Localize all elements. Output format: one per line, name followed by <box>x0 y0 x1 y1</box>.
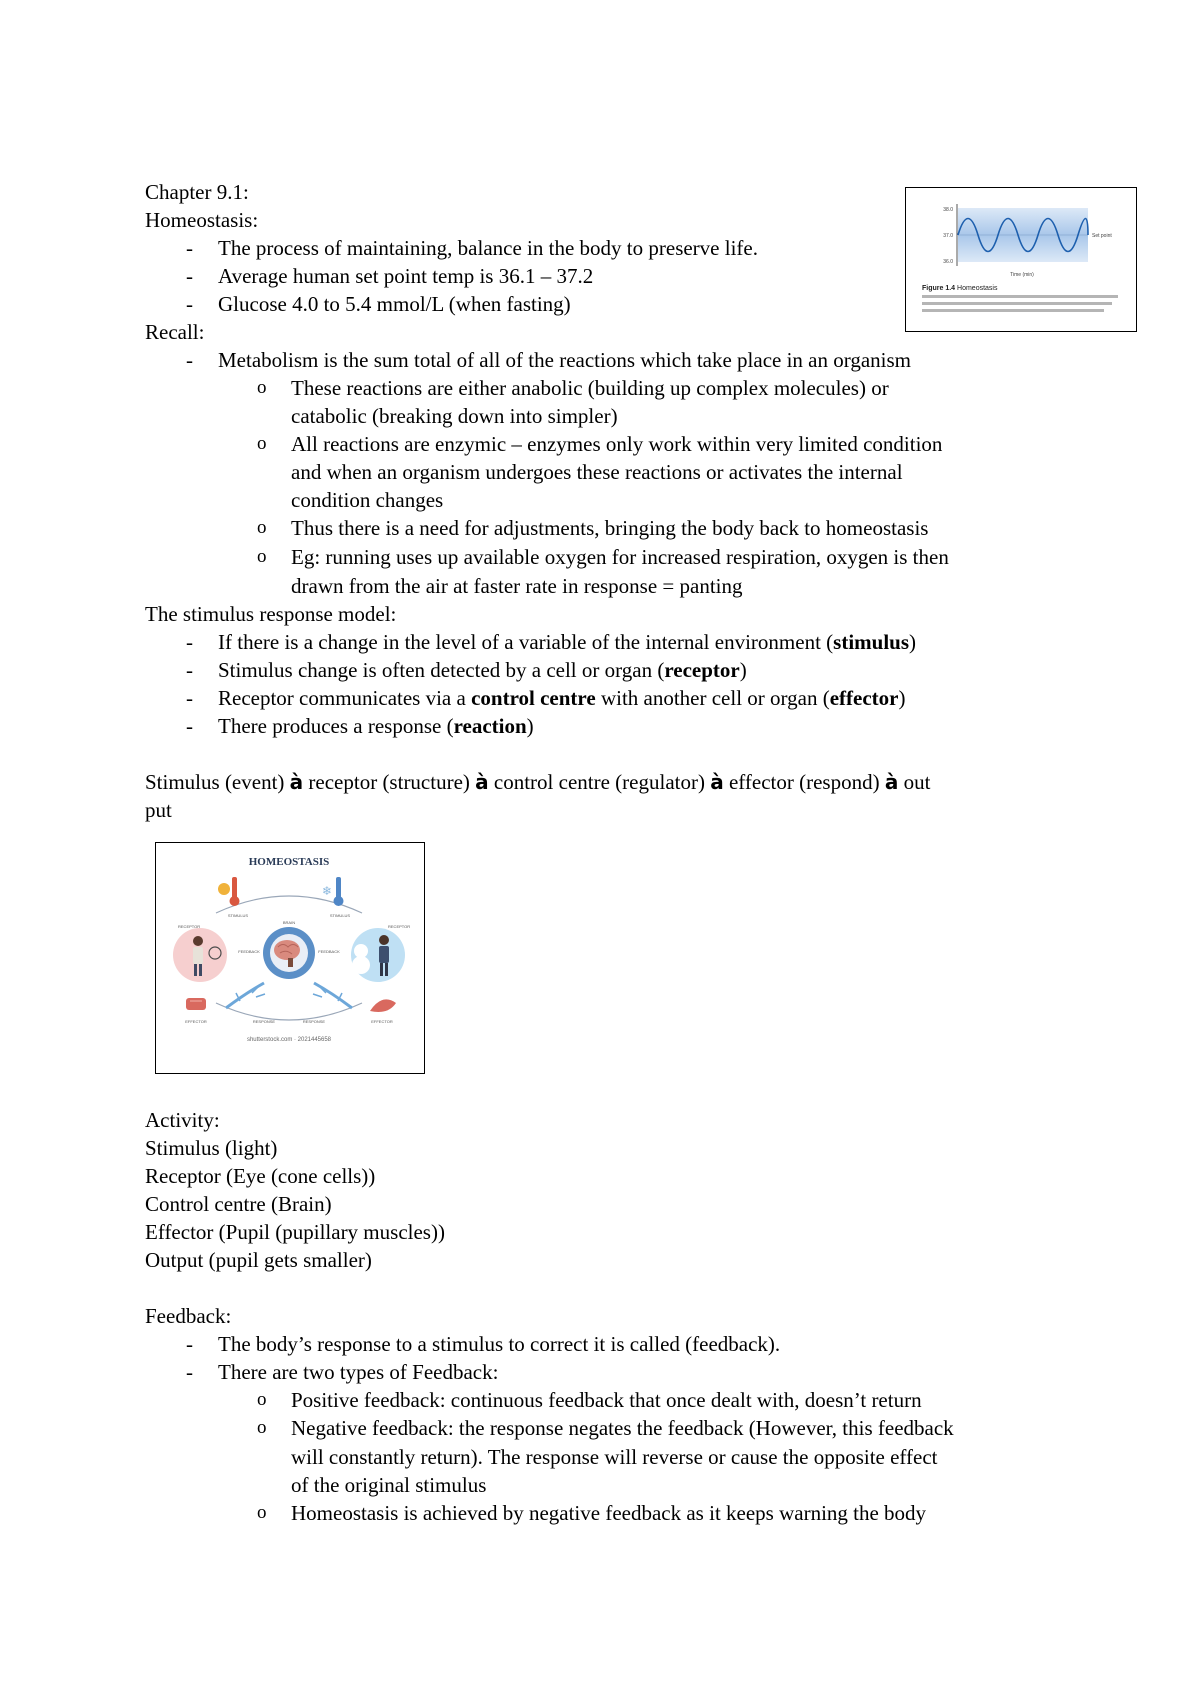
dash-marker: - <box>186 348 193 372</box>
circle-marker: o <box>257 1417 267 1438</box>
sub-list-item: Positive feedback: continuous feedback that once dealt with, doesn’t return <box>291 1388 922 1412</box>
list-item: Stimulus change is often detected by a cell or organ (receptor) <box>218 658 747 682</box>
feedback-label: FEEDBACK <box>318 949 340 954</box>
homeostasis-heading: Homeostasis: <box>145 208 259 232</box>
arrow-icon: à <box>475 770 489 794</box>
dash-marker: - <box>186 686 193 710</box>
receptor-label: RECEPTOR <box>388 924 411 929</box>
flow-line: Stimulus (event) à receptor (structure) à control centre (regulator) à effector (respond) à out <box>145 770 931 794</box>
y-tick-label: 37.0 <box>943 233 953 239</box>
dash-marker: - <box>186 292 193 316</box>
list-item: Average human set point temp is 36.1 – 37.2 <box>218 264 594 288</box>
stimulus-label: STIMULUS <box>227 913 249 918</box>
dash-marker: - <box>186 1332 193 1356</box>
arrow-icon: à <box>289 770 304 794</box>
neuron-left-icon <box>226 983 265 1008</box>
list-item: There are two types of Feedback: <box>218 1360 499 1384</box>
list-item: Receptor communicates via a control centre with another cell or organ (effector) <box>218 686 906 710</box>
sub-list-item-cont: and when an organism undergoes these reactions or activates the internal <box>291 460 903 484</box>
receptor-label: RECEPTOR <box>178 924 201 929</box>
circle-marker: o <box>257 517 267 538</box>
model-heading: The stimulus response model: <box>145 602 397 626</box>
circle-marker: o <box>257 377 267 398</box>
caption-text-line <box>922 309 1104 312</box>
activity-heading: Activity: <box>145 1108 220 1132</box>
dash-marker: - <box>186 264 193 288</box>
list-item: If there is a change in the level of a variable of the internal environment (stimulus) <box>218 630 917 654</box>
list-item: Glucose 4.0 to 5.4 mmol/L (when fasting) <box>218 292 571 316</box>
feedback-heading: Feedback: <box>145 1304 232 1328</box>
activity-line: Effector (Pupil (pupillary muscles)) <box>145 1220 445 1244</box>
dash-marker: - <box>186 630 193 654</box>
diagram-title: HOMEOSTASIS <box>248 856 330 868</box>
caption-title: Figure 1.4 Homeostasis <box>922 285 998 292</box>
activity-line: Output (pupil gets smaller) <box>145 1248 372 1272</box>
activity-line: Stimulus (light) <box>145 1136 278 1160</box>
watermark: shutterstock.com · 2021445658 <box>246 1037 332 1043</box>
sub-list-item-cont: of the original stimulus <box>291 1473 487 1497</box>
setpoint-graph-figure <box>905 187 1137 332</box>
brain-label: BRAIN <box>282 920 296 925</box>
list-item: The process of maintaining, balance in the body to preserve life. <box>218 236 758 260</box>
sub-list-item-cont: catabolic (breaking down into simpler) <box>291 404 618 428</box>
list-item: There produces a response (reaction) <box>218 714 534 738</box>
svg-text:❄: ❄ <box>322 884 333 898</box>
caption-text-line <box>922 295 1118 298</box>
dash-marker: - <box>186 1360 193 1384</box>
recall-heading: Recall: <box>145 320 205 344</box>
sub-list-item: Thus there is a need for adjustments, bringing the body back to homeostasis <box>291 516 929 540</box>
cycle-arrow <box>216 1003 362 1020</box>
flow-line-cont: put <box>145 798 172 822</box>
circle-marker: o <box>257 1502 267 1523</box>
x-axis-label: Time (min) <box>1010 272 1034 278</box>
circle-marker: o <box>257 546 267 567</box>
sub-list-item: These reactions are either anabolic (building up complex molecules) or <box>291 376 889 400</box>
homeostasis-diagram-figure <box>155 842 425 1074</box>
activity-line: Receptor (Eye (cone cells)) <box>145 1164 376 1188</box>
response-label: RESPONSE <box>302 1019 326 1024</box>
list-item: Metabolism is the sum total of all of the reactions which take place in an organism <box>218 348 912 372</box>
muscle-left-icon <box>186 998 206 1010</box>
effector-label: EFFECTOR <box>185 1019 207 1024</box>
neuron-right-icon <box>313 983 352 1008</box>
series-label: Set point <box>1092 233 1112 239</box>
sub-list-item: Negative feedback: the response negates the feedback (However, this feedback <box>291 1416 954 1440</box>
y-tick-label: 38.0 <box>943 207 953 213</box>
arrow-icon: à <box>710 770 724 794</box>
muscle-right-icon <box>370 999 396 1012</box>
circle-marker: o <box>257 1389 267 1410</box>
y-tick-label: 36.0 <box>943 259 953 265</box>
feedback-label: FEEDBACK <box>238 949 260 954</box>
dash-marker: - <box>186 714 193 738</box>
homeostasis-diagram <box>156 843 423 1072</box>
sub-list-item-cont: drawn from the air at faster rate in response = panting <box>291 574 743 598</box>
response-label: RESPONSE <box>252 1019 276 1024</box>
sub-list-item-cont: condition changes <box>291 488 444 512</box>
chapter-heading: Chapter 9.1: <box>145 180 249 204</box>
stimulus-label: STIMULUS <box>329 913 351 918</box>
list-item: The body’s response to a stimulus to correct it is called (feedback). <box>218 1332 781 1356</box>
effector-label: EFFECTOR <box>371 1019 393 1024</box>
circle-marker: o <box>257 433 267 454</box>
sub-list-item: Homeostasis is achieved by negative feedback as it keeps warning the body <box>291 1501 927 1525</box>
dash-marker: - <box>186 658 193 682</box>
dash-marker: - <box>186 236 193 260</box>
caption-text-line <box>922 302 1112 305</box>
sub-list-item-cont: will constantly return). The response will reverse or cause the opposite effect <box>291 1445 938 1469</box>
arrow-icon: à <box>884 770 899 794</box>
thermometer-hot-icon <box>218 877 240 906</box>
sub-list-item: All reactions are enzymic – enzymes only work within very limited condition <box>291 432 943 456</box>
sub-list-item: Eg: running uses up available oxygen for increased respiration, oxygen is then <box>291 545 949 569</box>
setpoint-graph <box>906 188 1135 330</box>
activity-line: Control centre (Brain) <box>145 1192 332 1216</box>
